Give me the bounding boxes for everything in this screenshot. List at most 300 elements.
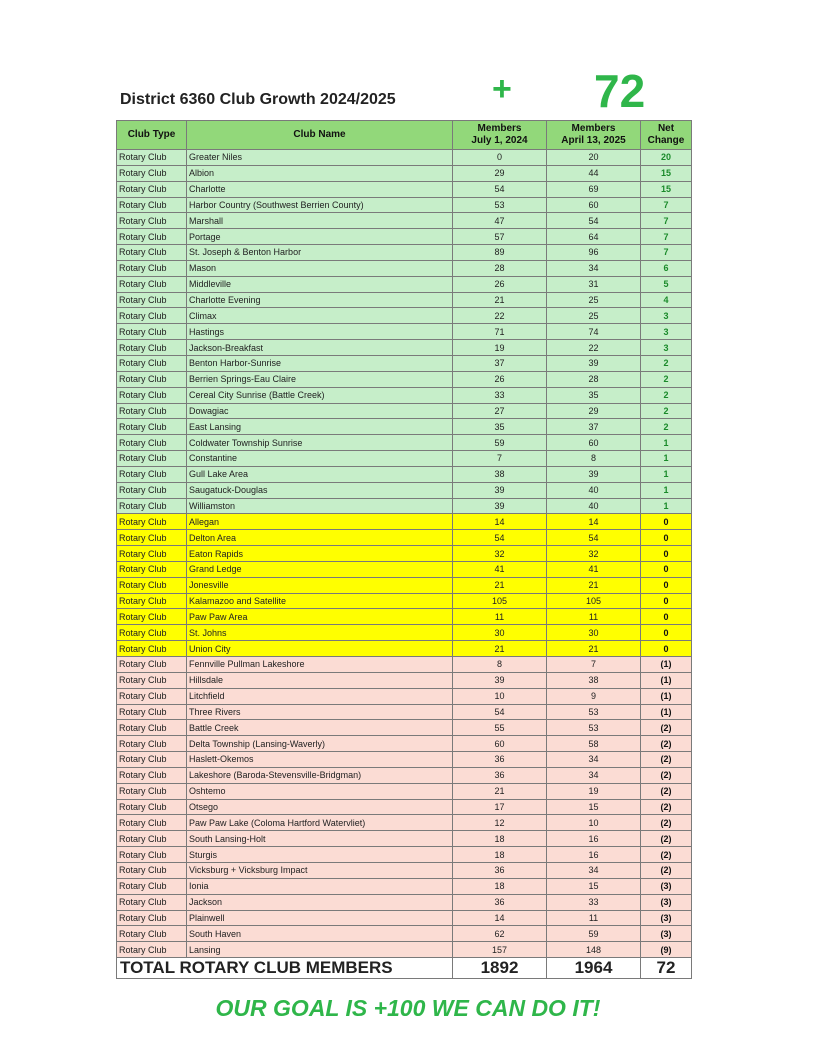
table-row	[117, 482, 692, 498]
net-change-cell: 1	[641, 498, 692, 514]
club-type-cell: Rotary Club	[117, 435, 187, 451]
members-july-cell: 37	[453, 355, 547, 371]
club-name-cell: Williamston	[187, 498, 453, 514]
net-change-cell: (3)	[641, 910, 692, 926]
members-april-cell: 54	[547, 530, 641, 546]
club-name-cell: Lansing	[187, 942, 453, 958]
club-name-cell: Albion	[187, 165, 453, 181]
members-april-cell: 22	[547, 340, 641, 356]
members-july-cell: 21	[453, 641, 547, 657]
table-row	[117, 815, 692, 831]
club-name-cell: Mason	[187, 260, 453, 276]
table-row	[117, 609, 692, 625]
club-type-cell: Rotary Club	[117, 847, 187, 863]
column-header-members-april	[547, 121, 641, 150]
members-july-cell: 53	[453, 197, 547, 213]
column-header-members-april-line2: April 13, 2025	[561, 135, 626, 146]
club-type-cell: Rotary Club	[117, 546, 187, 562]
table-row	[117, 862, 692, 878]
members-july-cell: 54	[453, 530, 547, 546]
members-july-cell: 12	[453, 815, 547, 831]
members-july-cell: 89	[453, 245, 547, 261]
net-change-cell: 7	[641, 229, 692, 245]
members-april-cell: 8	[547, 451, 641, 467]
club-type-cell: Rotary Club	[117, 593, 187, 609]
table-row	[117, 371, 692, 387]
table-row	[117, 926, 692, 942]
net-change-cell: 7	[641, 197, 692, 213]
members-april-cell: 60	[547, 197, 641, 213]
club-name-cell: Paw Paw Lake (Coloma Hartford Watervliet)	[187, 815, 453, 831]
members-july-cell: 105	[453, 593, 547, 609]
club-growth-table	[116, 120, 692, 979]
club-name-cell: Litchfield	[187, 688, 453, 704]
club-name-cell: Allegan	[187, 514, 453, 530]
members-july-cell: 0	[453, 150, 547, 166]
club-type-cell: Rotary Club	[117, 672, 187, 688]
table-row	[117, 910, 692, 926]
club-name-cell: St. Joseph & Benton Harbor	[187, 245, 453, 261]
club-type-cell: Rotary Club	[117, 514, 187, 530]
club-name-cell: Marshall	[187, 213, 453, 229]
club-type-cell: Rotary Club	[117, 688, 187, 704]
net-change-cell: 2	[641, 371, 692, 387]
net-change-cell: 2	[641, 387, 692, 403]
net-change-cell: (2)	[641, 799, 692, 815]
report-header	[116, 60, 691, 120]
members-april-cell: 15	[547, 878, 641, 894]
members-april-cell: 39	[547, 355, 641, 371]
members-april-cell: 34	[547, 260, 641, 276]
net-change-cell: 7	[641, 245, 692, 261]
net-change-cell: 0	[641, 625, 692, 641]
table-row	[117, 767, 692, 783]
column-header-net-line2: Change	[647, 135, 685, 146]
table-row	[117, 625, 692, 641]
members-april-cell: 39	[547, 466, 641, 482]
club-type-cell: Rotary Club	[117, 752, 187, 768]
members-april-cell: 30	[547, 625, 641, 641]
net-change-cell: (3)	[641, 878, 692, 894]
club-type-cell: Rotary Club	[117, 641, 187, 657]
club-type-cell: Rotary Club	[117, 561, 187, 577]
net-change-cell: (2)	[641, 783, 692, 799]
members-july-cell: 35	[453, 419, 547, 435]
table-row	[117, 292, 692, 308]
table-row	[117, 355, 692, 371]
club-type-cell: Rotary Club	[117, 451, 187, 467]
club-name-cell: Fennville Pullman Lakeshore	[187, 657, 453, 673]
members-july-cell: 30	[453, 625, 547, 641]
members-july-cell: 11	[453, 609, 547, 625]
club-type-cell: Rotary Club	[117, 324, 187, 340]
net-change-cell: 0	[641, 641, 692, 657]
club-name-cell: Eaton Rapids	[187, 546, 453, 562]
members-april-cell: 33	[547, 894, 641, 910]
net-change-total-big: 72	[594, 65, 646, 117]
members-july-cell: 8	[453, 657, 547, 673]
members-july-cell: 26	[453, 371, 547, 387]
club-name-cell: Otsego	[187, 799, 453, 815]
net-change-cell: 0	[641, 609, 692, 625]
table-row	[117, 245, 692, 261]
net-change-cell: 6	[641, 260, 692, 276]
members-july-cell: 18	[453, 831, 547, 847]
club-name-cell: Battle Creek	[187, 720, 453, 736]
club-name-cell: Oshtemo	[187, 783, 453, 799]
club-type-cell: Rotary Club	[117, 355, 187, 371]
table-row	[117, 736, 692, 752]
club-type-cell: Rotary Club	[117, 878, 187, 894]
net-change-cell: 0	[641, 514, 692, 530]
net-change-cell: (2)	[641, 847, 692, 863]
club-name-cell: Charlotte	[187, 181, 453, 197]
members-july-cell: 55	[453, 720, 547, 736]
members-april-cell: 32	[547, 546, 641, 562]
net-change-cell: 0	[641, 593, 692, 609]
table-row	[117, 878, 692, 894]
club-name-cell: Cereal City Sunrise (Battle Creek)	[187, 387, 453, 403]
table-row	[117, 451, 692, 467]
column-header-club-name: Club Name	[187, 121, 453, 150]
members-july-cell: 29	[453, 165, 547, 181]
net-change-cell: (1)	[641, 657, 692, 673]
table-row	[117, 752, 692, 768]
club-name-cell: Sturgis	[187, 847, 453, 863]
club-type-cell: Rotary Club	[117, 466, 187, 482]
members-july-cell: 54	[453, 704, 547, 720]
column-header-net-line1: Net	[657, 123, 675, 134]
members-july-cell: 62	[453, 926, 547, 942]
members-april-cell: 54	[547, 213, 641, 229]
members-july-cell: 22	[453, 308, 547, 324]
table-row	[117, 324, 692, 340]
members-july-cell: 38	[453, 466, 547, 482]
members-july-cell: 19	[453, 340, 547, 356]
table-row	[117, 340, 692, 356]
net-change-cell: (3)	[641, 894, 692, 910]
members-july-cell: 157	[453, 942, 547, 958]
club-type-cell: Rotary Club	[117, 403, 187, 419]
club-type-cell: Rotary Club	[117, 799, 187, 815]
table-row	[117, 799, 692, 815]
members-april-cell: 21	[547, 641, 641, 657]
club-type-cell: Rotary Club	[117, 150, 187, 166]
table-row	[117, 150, 692, 166]
club-name-cell: Ionia	[187, 878, 453, 894]
net-change-cell: 1	[641, 482, 692, 498]
table-row	[117, 419, 692, 435]
table-row	[117, 229, 692, 245]
members-april-cell: 11	[547, 910, 641, 926]
club-name-cell: East Lansing	[187, 419, 453, 435]
club-name-cell: Berrien Springs-Eau Claire	[187, 371, 453, 387]
table-row	[117, 894, 692, 910]
table-row	[117, 641, 692, 657]
club-type-cell: Rotary Club	[117, 292, 187, 308]
members-july-cell: 39	[453, 482, 547, 498]
net-change-cell: 20	[641, 150, 692, 166]
club-type-cell: Rotary Club	[117, 213, 187, 229]
club-type-cell: Rotary Club	[117, 387, 187, 403]
club-type-cell: Rotary Club	[117, 831, 187, 847]
plus-sign: +	[492, 70, 512, 108]
totals-april: 1964	[547, 958, 641, 979]
members-july-cell: 26	[453, 276, 547, 292]
club-type-cell: Rotary Club	[117, 181, 187, 197]
members-july-cell: 71	[453, 324, 547, 340]
members-april-cell: 53	[547, 720, 641, 736]
members-april-cell: 74	[547, 324, 641, 340]
club-name-cell: Saugatuck-Douglas	[187, 482, 453, 498]
club-type-cell: Rotary Club	[117, 371, 187, 387]
table-row	[117, 561, 692, 577]
table-row	[117, 577, 692, 593]
club-type-cell: Rotary Club	[117, 340, 187, 356]
table-row	[117, 546, 692, 562]
table-row	[117, 514, 692, 530]
net-change-cell: (2)	[641, 720, 692, 736]
members-april-cell: 7	[547, 657, 641, 673]
net-change-cell: 1	[641, 451, 692, 467]
members-april-cell: 59	[547, 926, 641, 942]
table-row	[117, 942, 692, 958]
club-type-cell: Rotary Club	[117, 308, 187, 324]
net-change-cell: 0	[641, 546, 692, 562]
members-april-cell: 34	[547, 752, 641, 768]
members-april-cell: 105	[547, 593, 641, 609]
club-name-cell: Hillsdale	[187, 672, 453, 688]
club-name-cell: South Haven	[187, 926, 453, 942]
table-row	[117, 387, 692, 403]
members-july-cell: 36	[453, 767, 547, 783]
club-type-cell: Rotary Club	[117, 197, 187, 213]
table-row	[117, 688, 692, 704]
net-change-cell: (2)	[641, 831, 692, 847]
club-rows	[117, 150, 692, 958]
net-change-cell: 3	[641, 308, 692, 324]
net-change-cell: 1	[641, 435, 692, 451]
column-header-members-july-line1: Members	[477, 123, 522, 134]
table-row	[117, 720, 692, 736]
members-july-cell: 21	[453, 292, 547, 308]
club-type-cell: Rotary Club	[117, 736, 187, 752]
club-name-cell: Union City	[187, 641, 453, 657]
totals-july: 1892	[453, 958, 547, 979]
members-april-cell: 28	[547, 371, 641, 387]
table-row	[117, 672, 692, 688]
column-header-members-july	[453, 121, 547, 150]
members-july-cell: 18	[453, 878, 547, 894]
club-type-cell: Rotary Club	[117, 482, 187, 498]
members-april-cell: 25	[547, 292, 641, 308]
club-type-cell: Rotary Club	[117, 862, 187, 878]
club-type-cell: Rotary Club	[117, 229, 187, 245]
table-row	[117, 704, 692, 720]
table-row	[117, 657, 692, 673]
net-change-cell: (1)	[641, 672, 692, 688]
members-july-cell: 21	[453, 783, 547, 799]
members-july-cell: 41	[453, 561, 547, 577]
club-name-cell: Delta Township (Lansing-Waverly)	[187, 736, 453, 752]
club-name-cell: Grand Ledge	[187, 561, 453, 577]
goal-banner: OUR GOAL IS +100 WE CAN DO IT!	[215, 995, 601, 1021]
net-change-cell: 2	[641, 419, 692, 435]
club-name-cell: Delton Area	[187, 530, 453, 546]
members-april-cell: 10	[547, 815, 641, 831]
members-july-cell: 21	[453, 577, 547, 593]
club-type-cell: Rotary Club	[117, 276, 187, 292]
table-row	[117, 260, 692, 276]
net-change-cell: (2)	[641, 767, 692, 783]
page-title: District 6360 Club Growth 2024/2025	[120, 91, 396, 108]
members-july-cell: 14	[453, 910, 547, 926]
members-april-cell: 40	[547, 482, 641, 498]
net-change-cell: 2	[641, 403, 692, 419]
totals-net: 72	[641, 958, 692, 979]
members-april-cell: 9	[547, 688, 641, 704]
club-name-cell: Jonesville	[187, 577, 453, 593]
club-type-cell: Rotary Club	[117, 704, 187, 720]
members-april-cell: 69	[547, 181, 641, 197]
club-type-cell: Rotary Club	[117, 783, 187, 799]
club-name-cell: Gull Lake Area	[187, 466, 453, 482]
club-name-cell: Lakeshore (Baroda-Stevensville-Bridgman)	[187, 767, 453, 783]
net-change-cell: (2)	[641, 736, 692, 752]
members-april-cell: 25	[547, 308, 641, 324]
club-name-cell: Coldwater Township Sunrise	[187, 435, 453, 451]
table-row	[117, 181, 692, 197]
table-row	[117, 498, 692, 514]
members-april-cell: 11	[547, 609, 641, 625]
club-type-cell: Rotary Club	[117, 498, 187, 514]
club-name-cell: Hastings	[187, 324, 453, 340]
club-type-cell: Rotary Club	[117, 530, 187, 546]
club-type-cell: Rotary Club	[117, 657, 187, 673]
members-april-cell: 21	[547, 577, 641, 593]
club-name-cell: Three Rivers	[187, 704, 453, 720]
net-change-cell: 0	[641, 530, 692, 546]
net-change-cell: 0	[641, 577, 692, 593]
club-name-cell: Middleville	[187, 276, 453, 292]
members-july-cell: 33	[453, 387, 547, 403]
club-type-cell: Rotary Club	[117, 815, 187, 831]
net-change-cell: 4	[641, 292, 692, 308]
members-july-cell: 39	[453, 498, 547, 514]
net-change-cell: 0	[641, 561, 692, 577]
net-change-cell: (9)	[641, 942, 692, 958]
net-change-cell: (2)	[641, 815, 692, 831]
club-name-cell: Benton Harbor-Sunrise	[187, 355, 453, 371]
table-row	[117, 593, 692, 609]
net-change-cell: 7	[641, 213, 692, 229]
members-april-cell: 60	[547, 435, 641, 451]
net-change-cell: 3	[641, 340, 692, 356]
net-change-cell: 3	[641, 324, 692, 340]
members-april-cell: 15	[547, 799, 641, 815]
net-change-cell: 2	[641, 355, 692, 371]
club-type-cell: Rotary Club	[117, 577, 187, 593]
table-row	[117, 435, 692, 451]
club-name-cell: St. Johns	[187, 625, 453, 641]
club-name-cell: Plainwell	[187, 910, 453, 926]
column-header-club-type: Club Type	[117, 121, 187, 150]
members-april-cell: 16	[547, 831, 641, 847]
net-change-cell: 5	[641, 276, 692, 292]
members-april-cell: 29	[547, 403, 641, 419]
club-name-cell: Harbor Country (Southwest Berrien County)	[187, 197, 453, 213]
members-april-cell: 31	[547, 276, 641, 292]
members-july-cell: 27	[453, 403, 547, 419]
club-name-cell: Portage	[187, 229, 453, 245]
members-july-cell: 10	[453, 688, 547, 704]
club-name-cell: Charlotte Evening	[187, 292, 453, 308]
members-july-cell: 36	[453, 752, 547, 768]
members-april-cell: 96	[547, 245, 641, 261]
members-april-cell: 35	[547, 387, 641, 403]
club-name-cell: Constantine	[187, 451, 453, 467]
club-name-cell: Vicksburg + Vicksburg Impact	[187, 862, 453, 878]
club-name-cell: Greater Niles	[187, 150, 453, 166]
table-row	[117, 403, 692, 419]
members-july-cell: 14	[453, 514, 547, 530]
table-row	[117, 213, 692, 229]
club-name-cell: Jackson	[187, 894, 453, 910]
members-july-cell: 60	[453, 736, 547, 752]
members-april-cell: 58	[547, 736, 641, 752]
members-april-cell: 37	[547, 419, 641, 435]
totals-label: TOTAL ROTARY CLUB MEMBERS	[117, 958, 453, 979]
members-july-cell: 36	[453, 862, 547, 878]
column-header-members-april-line1: Members	[571, 123, 616, 134]
table-row	[117, 197, 692, 213]
members-july-cell: 54	[453, 181, 547, 197]
table-row	[117, 308, 692, 324]
members-july-cell: 39	[453, 672, 547, 688]
club-name-cell: Jackson-Breakfast	[187, 340, 453, 356]
net-change-cell: (2)	[641, 752, 692, 768]
club-type-cell: Rotary Club	[117, 625, 187, 641]
members-july-cell: 36	[453, 894, 547, 910]
club-type-cell: Rotary Club	[117, 419, 187, 435]
members-april-cell: 20	[547, 150, 641, 166]
members-july-cell: 59	[453, 435, 547, 451]
club-type-cell: Rotary Club	[117, 245, 187, 261]
club-type-cell: Rotary Club	[117, 942, 187, 958]
club-type-cell: Rotary Club	[117, 609, 187, 625]
table-row	[117, 165, 692, 181]
members-april-cell: 34	[547, 767, 641, 783]
table-header-row	[117, 121, 692, 150]
members-july-cell: 17	[453, 799, 547, 815]
table-row	[117, 276, 692, 292]
net-change-cell: 1	[641, 466, 692, 482]
club-name-cell: Paw Paw Area	[187, 609, 453, 625]
members-april-cell: 40	[547, 498, 641, 514]
members-july-cell: 7	[453, 451, 547, 467]
members-july-cell: 18	[453, 847, 547, 863]
members-april-cell: 14	[547, 514, 641, 530]
members-april-cell: 19	[547, 783, 641, 799]
club-type-cell: Rotary Club	[117, 910, 187, 926]
club-name-cell: Climax	[187, 308, 453, 324]
net-change-cell: (2)	[641, 862, 692, 878]
club-name-cell: Haslett-Okemos	[187, 752, 453, 768]
club-type-cell: Rotary Club	[117, 894, 187, 910]
members-july-cell: 47	[453, 213, 547, 229]
column-header-members-july-line2: July 1, 2024	[471, 135, 528, 146]
table-row	[117, 783, 692, 799]
